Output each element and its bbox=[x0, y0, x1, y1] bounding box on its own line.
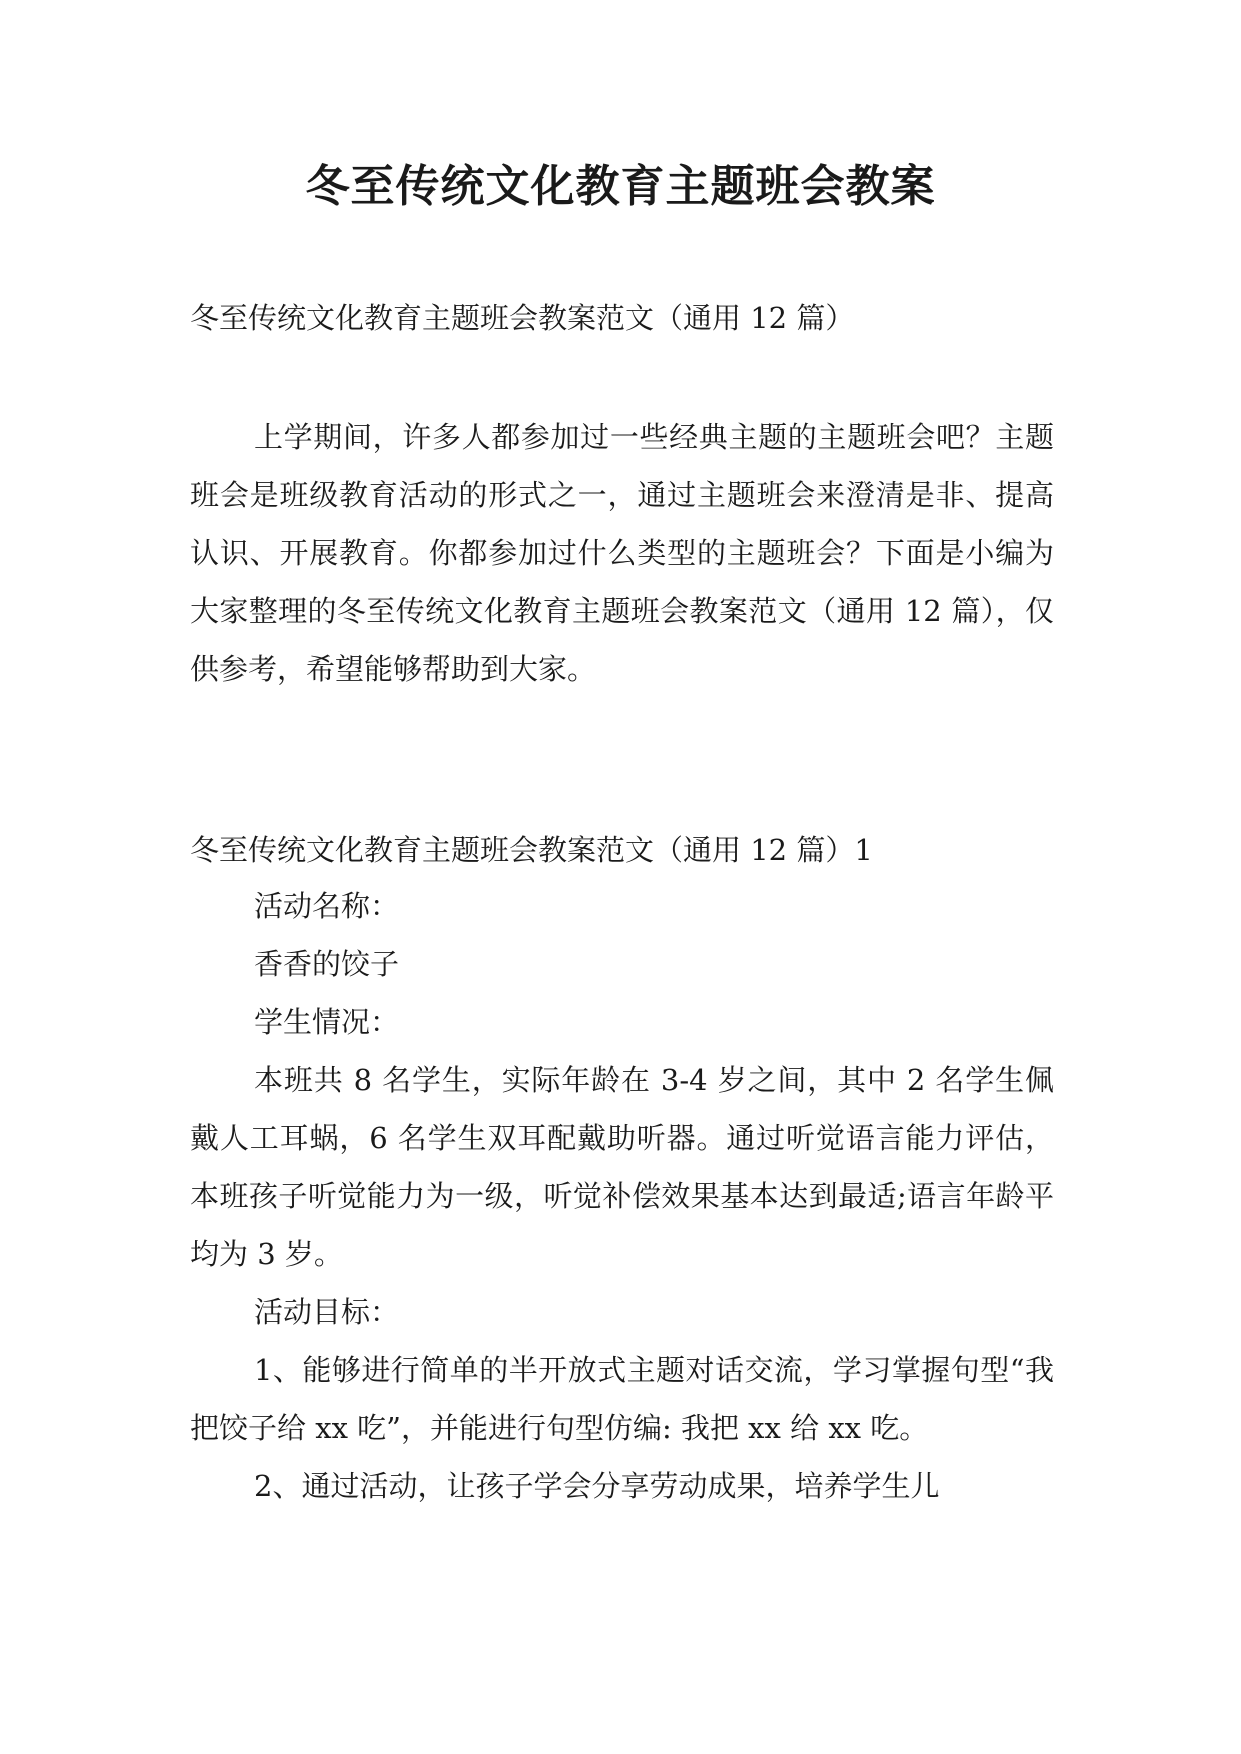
activity-goal-2: 2、通过活动，让孩子学会分享劳动成果，培养学生儿 bbox=[254, 1469, 940, 1503]
intro-paragraph: 上学期间，许多人都参加过一些经典主题的主题班会吧？主题班会是班级教育活动的形式之一，通过主题班会来澄清是非、提高认识、开展教育。你都参加过什么类型的主题班会？下面是小编为大家整理的冬至传统文化教育主题班会教案范文（通用 12 篇），仅供参考，希望能够帮助到大家。 bbox=[190, 420, 1054, 686]
student-situation-text: 本班共 8 名学生，实际年龄在 3-4 岁之间，其中 2 名学生佩戴人工耳蜗，6 名学生双耳配戴助听器。通过听觉语言能力评估，本班孩子听觉能力为一级，听觉补偿效果基本达到最适;语言年龄平均为 3 岁。 bbox=[190, 1063, 1054, 1271]
activity-name-value: 香香的饺子 bbox=[254, 947, 400, 981]
section-content bbox=[190, 877, 1054, 1515]
activity-goals-label: 活动目标： bbox=[254, 1295, 400, 1329]
document-subtitle: 冬至传统文化教育主题班会教案范文（通用 12 篇） bbox=[190, 301, 855, 335]
activity-name-label: 活动名称： bbox=[254, 889, 400, 923]
activity-goal-1: 1、能够进行简单的半开放式主题对话交流，学习掌握句型“我把饺子给 xx 吃”，并能进行句型仿编: 我把 xx 给 xx 吃。 bbox=[190, 1353, 1054, 1445]
section-heading: 冬至传统文化教育主题班会教案范文（通用 12 篇）1 bbox=[190, 833, 873, 867]
document-title: 冬至传统文化教育主题班会教案 bbox=[305, 161, 936, 212]
student-situation-label: 学生情况： bbox=[254, 1005, 400, 1039]
